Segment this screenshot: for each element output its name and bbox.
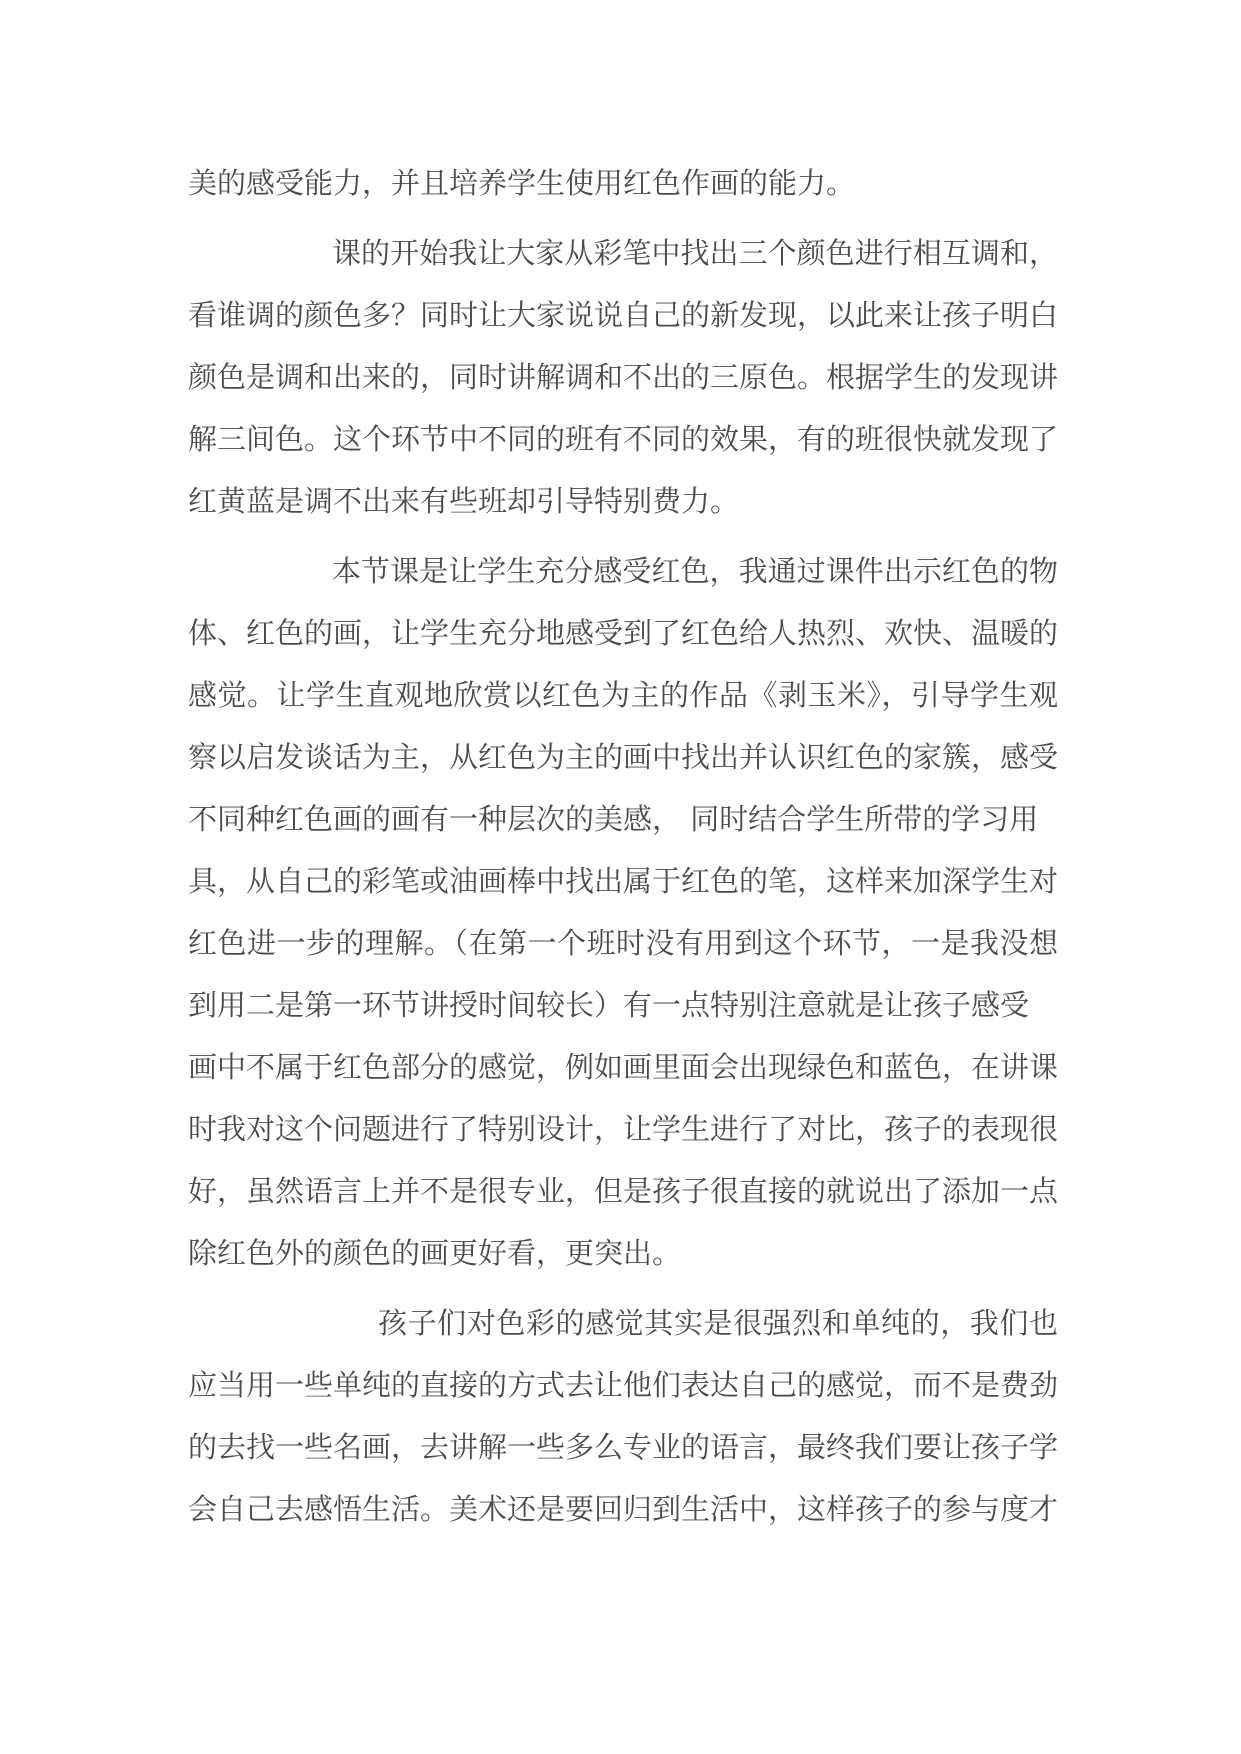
text-line: 察以启发谈话为主，从红色为主的画中找出并认识红色的家簇，感受 — [188, 740, 1059, 774]
text-line: 不同种红色画的画有一种层次的美感， 同时结合学生所带的学习用 — [188, 802, 1039, 836]
text-line: 美的感受能力，并且培养学生使用红色作画的能力。 — [188, 166, 856, 200]
body-text — [188, 152, 1058, 1540]
text-line: 课的开始我让大家从彩笔中找出三个颜色进行相互调和， — [332, 236, 1058, 270]
text-line: 看谁调的颜色多？同时让大家说说自己的新发现，以此来让孩子明白 — [188, 298, 1059, 332]
text-line: 红色进一步的理解。（在第一个班时没有用到这个环节，一是我没想 — [188, 926, 1058, 960]
text-line: 好，虽然语言上并不是很专业，但是孩子很直接的就说出了添加一点 — [188, 1174, 1059, 1208]
text-line: 本节课是让学生充分感受红色，我通过课件出示红色的物 — [332, 554, 1058, 588]
text-line: 画中不属于红色部分的感觉，例如画里面会出现绿色和蓝色，在讲课 — [188, 1050, 1059, 1084]
text-line: 除红色外的颜色的画更好看，更突出。 — [188, 1236, 682, 1270]
text-line: 到用二是第一环节讲授时间较长）有一点特别注意就是让孩子感受 — [188, 988, 1030, 1022]
text-line: 会自己去感悟生活。美术还是要回归到生活中，这样孩子的参与度才 — [188, 1492, 1059, 1526]
text-line: 时我对这个问题进行了特别设计，让学生进行了对比，孩子的表现很 — [188, 1112, 1059, 1146]
text-line: 解三间色。这个环节中不同的班有不同的效果，有的班很快就发现了 — [188, 422, 1059, 456]
text-line: 的去找一些名画，去讲解一些多么专业的语言，最终我们要让孩子学 — [188, 1430, 1059, 1464]
text-line: 感觉。让学生直观地欣赏以红色为主的作品《剥玉米》，引导学生观 — [188, 678, 1058, 712]
text-line: 应当用一些单纯的直接的方式去让他们表达自己的感觉，而不是费劲 — [188, 1368, 1059, 1402]
text-line: 红黄蓝是调不出来有些班却引导特别费力。 — [188, 484, 740, 518]
text-line: 具，从自己的彩笔或油画棒中找出属于红色的笔，这样来加深学生对 — [188, 864, 1059, 898]
text-line: 颜色是调和出来的，同时讲解调和不出的三原色。根据学生的发现讲 — [188, 360, 1059, 394]
text-line: 体、红色的画，让学生充分地感受到了红色给人热烈、欢快、温暖的 — [188, 616, 1059, 650]
text-line: 孩子们对色彩的感觉其实是很强烈和单纯的，我们也 — [378, 1306, 1058, 1340]
